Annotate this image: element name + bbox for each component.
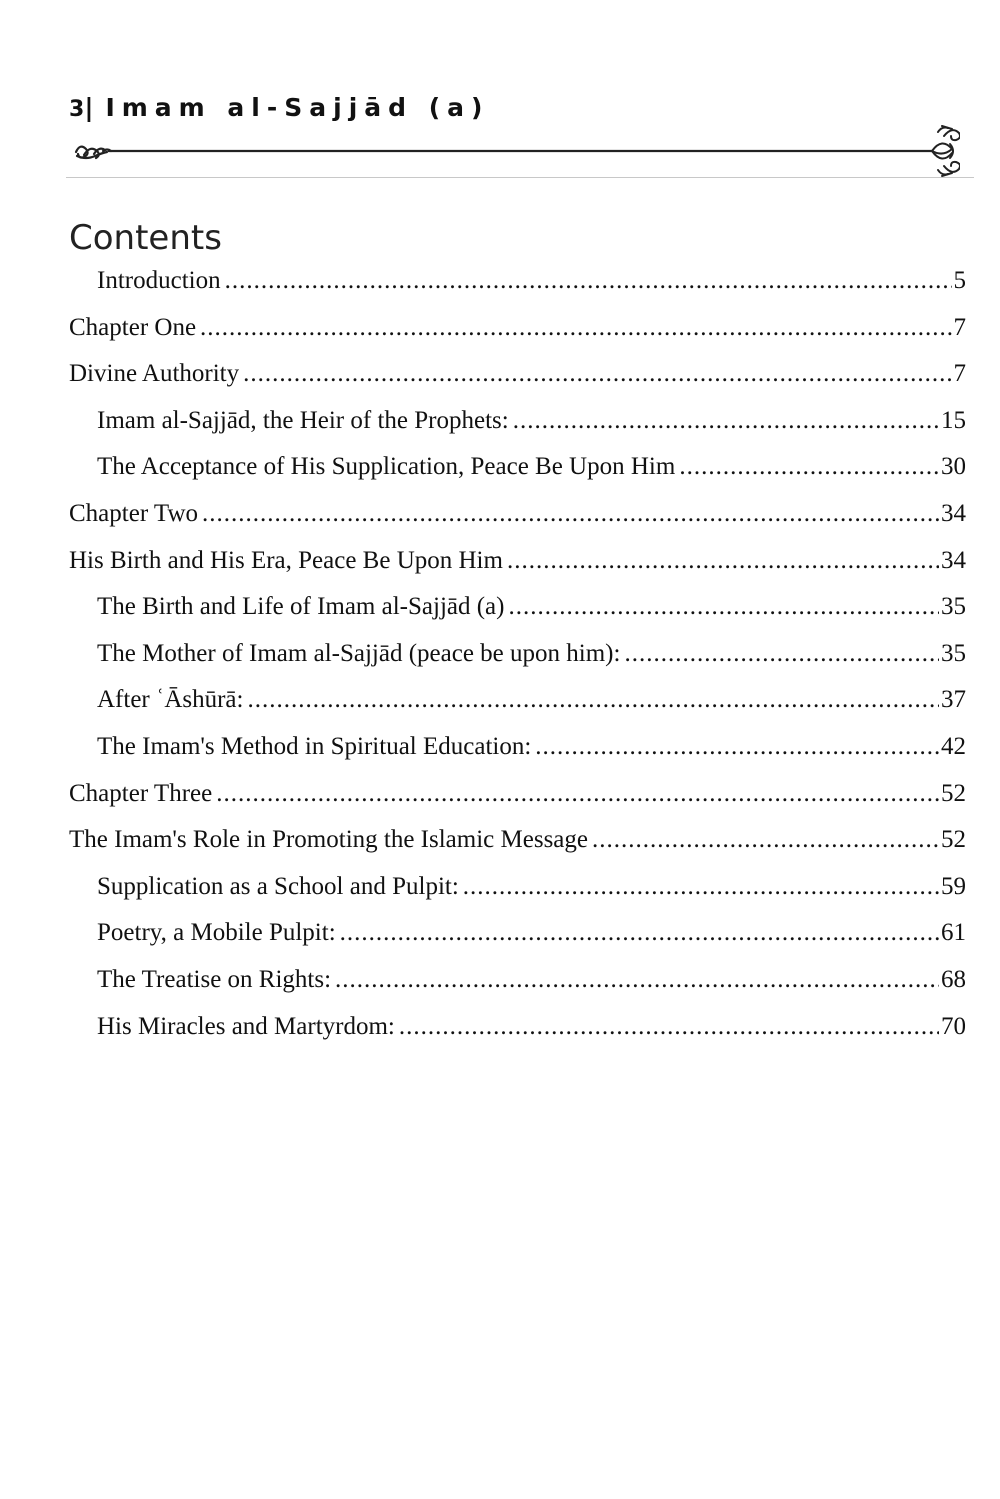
toc-entry[interactable] [69,957,966,1004]
dot-leader [463,864,939,911]
dot-leader [202,491,939,538]
toc-entry[interactable] [69,258,966,305]
toc-entry-title: Poetry, a Mobile Pulpit: [97,919,336,947]
toc-entry[interactable] [69,910,966,957]
toc-entry[interactable] [69,864,966,911]
dot-leader [340,910,939,957]
toc-entry-title: The Acceptance of His Supplication, Peace Be Upon Him [97,453,676,481]
dot-leader [247,677,939,724]
toc-entry-title: The Imam's Role in Promoting the Islamic Message [69,826,588,854]
toc-entry[interactable] [69,771,966,818]
toc-entry-title: His Birth and His Era, Peace Be Upon Him [69,546,503,574]
dot-leader [200,305,951,352]
toc-entry-page-number: 30 [941,453,966,481]
toc-entry-page-number: 34 [941,499,966,527]
toc-entry-page-number: 52 [941,779,966,807]
toc-entry-title: Chapter One [69,313,197,341]
toc-entry-page-number: 5 [953,267,966,294]
toc-entry-title: Chapter Two [69,499,199,527]
toc-entry[interactable] [69,817,966,864]
toc-entry[interactable] [69,631,966,678]
dot-leader [679,444,939,491]
toc-entry-title: Chapter Three [69,779,213,807]
dot-leader [535,724,939,771]
header-rule [66,177,974,178]
toc-entry-title: Supplication as a School and Pulpit: [97,872,459,900]
ornamental-divider [70,122,960,178]
toc-entry[interactable] [69,677,966,724]
dot-leader [399,1004,939,1051]
left-flourish-icon [76,147,111,158]
book-title: Imam al-Sajjād (a) [105,93,490,122]
toc-entry[interactable] [69,1004,966,1051]
dot-leader [513,398,939,445]
right-flourish-icon [932,126,960,176]
toc-entry-page-number: 35 [941,639,966,667]
contents-heading: Contents [69,218,222,258]
toc-entry-title: Divine Authority [69,360,240,388]
header-separator: | [84,93,94,122]
page-number: 3 [69,97,85,122]
toc-entry-page-number: 37 [941,686,966,714]
toc-entry-title: Imam al-Sajjād, the Heir of the Prophets: [97,406,509,434]
toc-entry-page-number: 34 [941,546,966,574]
toc-entry-page-number: 70 [941,1012,966,1040]
toc-entry-title: His Miracles and Martyrdom: [97,1012,395,1040]
toc-entry-page-number: 7 [953,360,966,388]
dot-leader [225,258,952,305]
toc-entry[interactable] [69,538,966,585]
dot-leader [508,584,939,631]
dot-leader [624,631,939,678]
table-of-contents [69,258,966,1050]
toc-entry[interactable] [69,444,966,491]
toc-entry-title: The Imam's Method in Spiritual Education: [97,732,532,760]
dot-leader [243,351,951,398]
toc-entry[interactable] [69,724,966,771]
toc-entry-page-number: 68 [941,965,966,993]
toc-entry-title: The Treatise on Rights: [97,965,332,993]
dot-leader [335,957,939,1004]
toc-entry-title: Introduction [97,267,221,294]
toc-entry-page-number: 15 [941,406,966,434]
toc-entry-page-number: 61 [941,919,966,947]
dot-leader [507,538,939,585]
toc-entry-page-number: 7 [953,313,966,341]
toc-entry[interactable] [69,305,966,352]
toc-entry-page-number: 52 [941,826,966,854]
toc-entry-page-number: 42 [941,732,966,760]
toc-entry[interactable] [69,584,966,631]
toc-entry[interactable] [69,351,966,398]
toc-entry[interactable] [69,491,966,538]
toc-entry-title: After ʿĀshūrā: [97,686,244,714]
dot-leader [592,817,939,864]
toc-entry-page-number: 59 [941,872,966,900]
toc-entry-page-number: 35 [941,593,966,621]
toc-entry-title: The Birth and Life of Imam al-Sajjād (a) [97,593,505,621]
toc-entry[interactable] [69,398,966,445]
toc-entry-title: The Mother of Imam al-Sajjād (peace be upon him): [97,639,621,667]
dot-leader [216,771,939,818]
